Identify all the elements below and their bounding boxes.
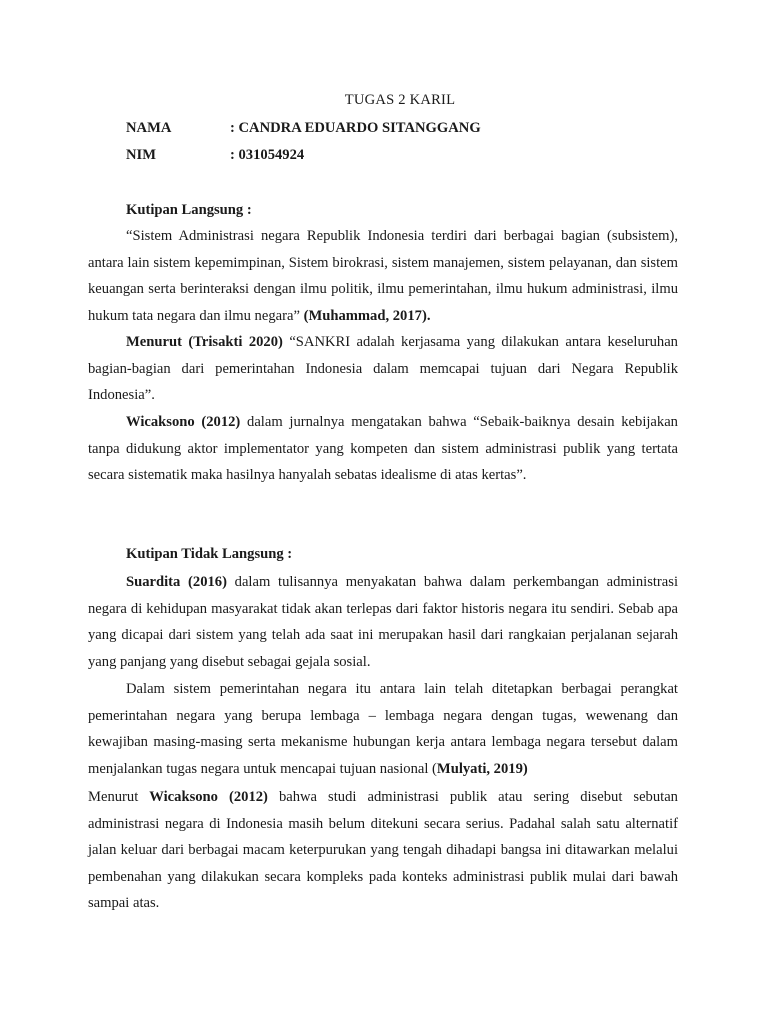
heading-kutipan-tidak-langsung: Kutipan Tidak Langsung : [126, 546, 293, 562]
document-title: TUGAS 2 KARIL [344, 92, 456, 108]
paragraph-text: dalam jurnalnya mengatakan bahwa “Sebaik-baiknya desain kebijakan tanpa didukung aktor implementator yang kompeten dan sistem administrasi publik yang tertata secara sistematik maka hasilnya hanyalah sebatas idealisme di atas kertas”. [88, 414, 678, 483]
citation: Menurut (Trisakti 2020) [126, 334, 283, 350]
paragraph-text-pre: Menurut [88, 789, 150, 805]
identity-label-nama: NAMA [126, 120, 172, 136]
citation: Mulyati, 2019) [436, 760, 528, 777]
paragraph-indirect-3 [88, 784, 678, 917]
paragraph-direct-2 [88, 329, 678, 409]
paragraph-text: “Sistem Administrasi negara Republik Indonesia terdiri dari berbagai bagian (subsistem), antara lain sistem kepemimpinan, Sistem birokrasi, sistem manajemen, sistem pelayanan, dan sistem keuangan serta berinteraksi dengan ilmu politik, ilmu pemerintahan, ilmu hukum administrasi, ilmu hukum tata negara dan ilmu negara” [88, 228, 678, 324]
identity-row-nama [126, 120, 481, 137]
citation: Wicaksono (2012) [126, 414, 241, 430]
paragraph-indirect-1 [88, 569, 678, 675]
paragraph-direct-1 [88, 223, 678, 329]
paragraph-text: Dalam sistem pemerintahan negara itu antara lain telah ditetapkan berbagai perangkat pemerintahan negara yang berupa lembaga – lembaga negara dengan tugas, wewenang dan kewajiban masing-masing serta mekanisme hubungan kerja antara lembaga negara tersebut dalam menjalankan tugas negara untuk mencapai tujuan nasional ( [88, 681, 678, 777]
paragraph-text: bahwa studi administrasi publik atau sering disebut sebutan administrasi negara di Indonesia masih belum ditekuni secara serius. Padahal salah satu alternatif jalan keluar dari berbagai macam keterpurukan yang tengah dihadapi bangsa ini ditawarkan melalui pembenahan yang dilakukan secara kompleks pada konteks administrasi publik mulai dari bawah sampai atas. [88, 789, 678, 911]
citation: Wicaksono (2012) [149, 789, 268, 805]
identity-value-nim: : 031054924 [230, 147, 305, 163]
heading-kutipan-langsung: Kutipan Langsung : [126, 202, 252, 218]
paragraph-direct-3 [88, 409, 678, 489]
identity-row-nim [126, 147, 304, 164]
paragraph-text: “SANKRI adalah kerjasama yang dilakukan antara keseluruhan bagian-bagian dari pemerintahan Indonesia dalam memcapai tujuan dari Negara Republik Indonesia”. [88, 334, 678, 403]
citation: (Muhammad, 2017). [303, 307, 431, 324]
citation: Suardita (2016) [126, 574, 227, 590]
paragraph-indirect-2 [88, 676, 678, 782]
paragraph-text: dalam tulisannya menyakatan bahwa dalam perkembangan administrasi negara di kehidupan masyarakat tidak akan terlepas dari faktor historis negara itu sendiri. Sebab apa yang dicapai dari sistem yang telah ada saat ini merupakan hasil dari rangkaian perjalanan sejarah yang panjang yang disebut sebagai gejala sosial. [88, 574, 679, 670]
identity-value-nama: : CANDRA EDUARDO SITANGGANG [230, 120, 481, 136]
identity-label-nim: NIM [126, 147, 156, 163]
